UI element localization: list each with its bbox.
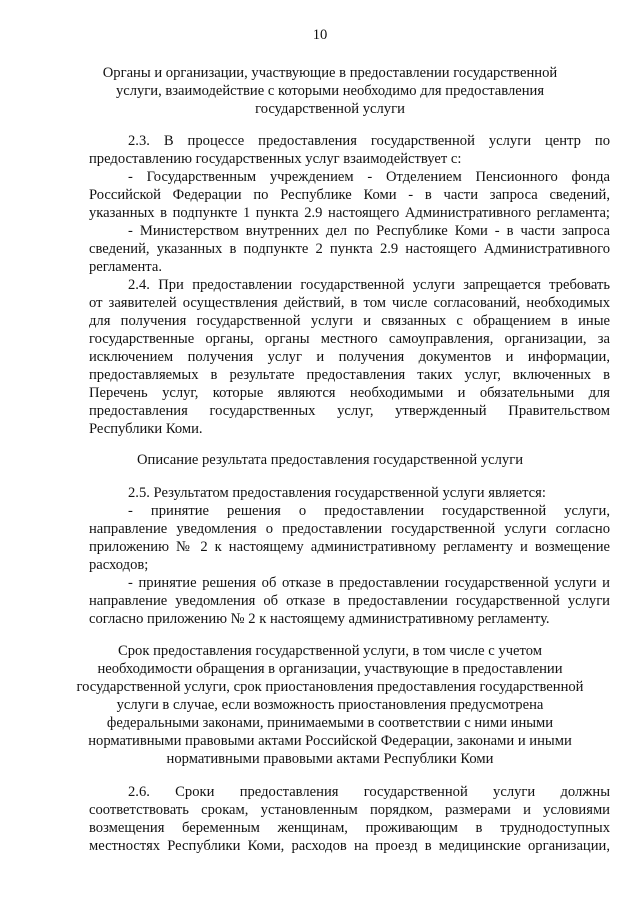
heading-line: нормативными правовыми актами Республики Коми (166, 751, 494, 767)
heading-line: услуги в случае, если возможность приостановления предусмотрена (116, 697, 544, 713)
text-line: приложению № 2 к настоящему административному регламенту и возмещение (89, 539, 610, 555)
text-line: направление уведомления о предоставлении государственной услуги согласно (89, 521, 610, 537)
heading-line: государственной услуги, срок приостановления предоставления государственной (76, 679, 584, 695)
text-line: государственные органы, органы местного самоуправления, организации, за (89, 331, 610, 347)
text-line: - Министерством внутренних дел по Республике Коми - в части запроса (128, 223, 610, 239)
page-number: 10 (312, 27, 328, 43)
text-line: 2.5. Результатом предоставления государственной услуги является: (128, 485, 546, 501)
text-line: - принятие решения об отказе в предоставлении государственной услуги и (128, 575, 610, 591)
text-line: сведений, указанных в подпункте 2 пункта 2.9 настоящего Административного (89, 241, 610, 257)
text-line: 2.3. В процессе предоставления государственной услуги центр по (128, 133, 610, 149)
text-line: 2.4. При предоставлении государственной услуги запрещается требовать (128, 277, 610, 293)
text-line: соответствовать срокам, установленным порядком, размерами и условиями (89, 802, 610, 818)
text-line: согласно приложению № 2 к настоящему административному регламенту. (89, 611, 550, 627)
text-line: Российской Федерации по Республике Коми - в части запроса сведений, (89, 187, 610, 203)
text-line: предоставляемых в результате предоставления таких услуг, включенных в (89, 367, 610, 383)
text-line: - принятие решения о предоставлении государственной услуги, (128, 503, 610, 519)
text-line: 2.6. Сроки предоставления государственной услуги должны (128, 784, 610, 800)
text-line: предоставления государственных услуг, утвержденный Правительством (89, 403, 610, 419)
text-line: местностях Республики Коми, расходов на проезд в медицинские организации, (89, 838, 610, 854)
text-line: предоставлению государственных услуг взаимодействует с: (89, 151, 462, 167)
text-line: расходов; (89, 557, 149, 573)
section-heading-result: Описание результата предоставления государственной услуги (136, 452, 524, 468)
heading-line: государственной услуги (255, 101, 405, 117)
text-line: указанных в подпункте 1 пункта 2.9 настоящего Административного регламента; (89, 205, 610, 221)
text-line: для получения государственной услуги и связанных с обращением в иные (89, 313, 610, 329)
heading-line: Органы и организации, участвующие в предоставлении государственной (102, 65, 558, 81)
text-line: - Государственным учреждением - Отделением Пенсионного фонда (128, 169, 610, 185)
heading-line: услуги, взаимодействие с которыми необходимо для предоставления (115, 83, 545, 99)
heading-line: нормативными правовыми актами Российской Федерации, законами и иными (88, 733, 572, 749)
text-line: от заявителей осуществления действий, в том числе согласований, необходимых (89, 295, 610, 311)
text-line: исключением получения услуг и получения документов и информации, (89, 349, 610, 365)
heading-line: федеральными законами, принимаемыми в соответствии с ними иными (106, 715, 554, 731)
text-line: регламента. (89, 259, 162, 275)
text-line: Республики Коми. (89, 421, 203, 437)
text-line: возмещения беременным женщинам, проживающим в труднодоступных (89, 820, 610, 836)
heading-line: необходимости обращения в организации, участвующие в предоставлении (97, 661, 563, 677)
heading-line: Срок предоставления государственной услуги, в том числе с учетом (118, 643, 542, 659)
text-line: Перечень услуг, которые являются необходимыми и обязательными для (89, 385, 610, 401)
text-line: направление уведомления об отказе в предоставлении государственной услуги (89, 593, 610, 609)
